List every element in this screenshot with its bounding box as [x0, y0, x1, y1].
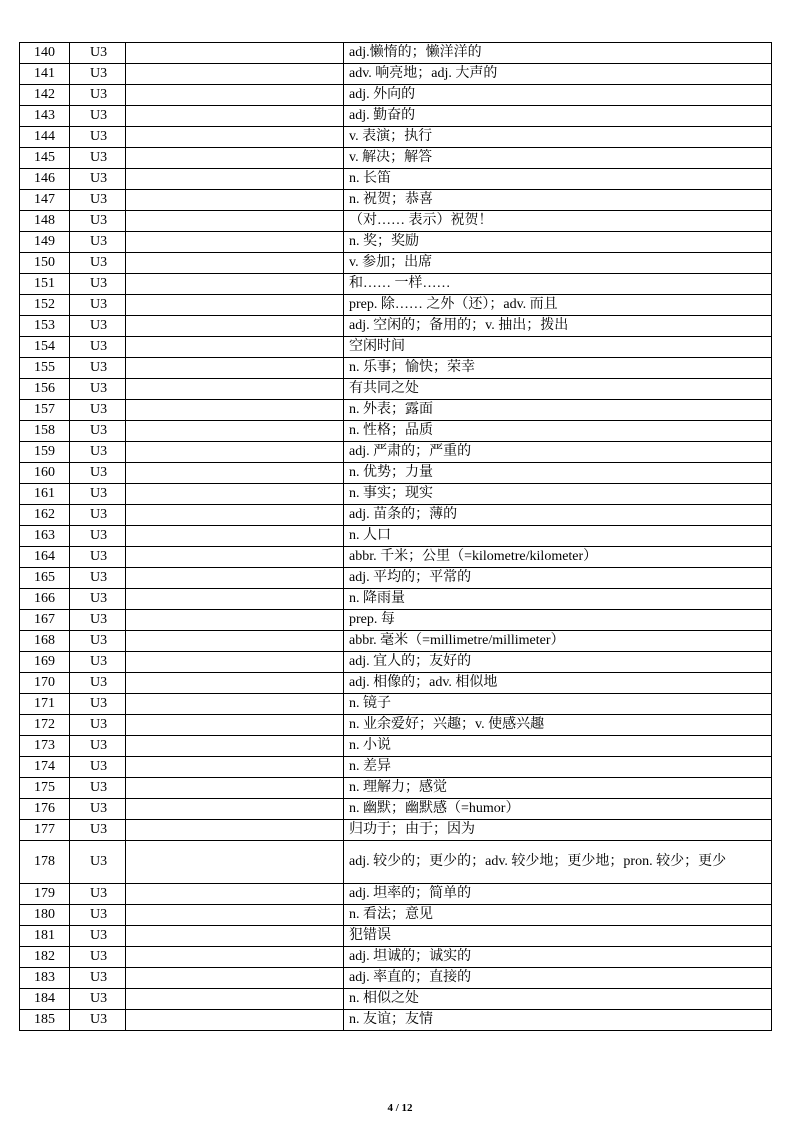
row-number-cell: 157: [20, 400, 70, 421]
word-cell: [126, 442, 344, 463]
word-cell: [126, 358, 344, 379]
table-row: [20, 64, 772, 85]
table-row: [20, 295, 772, 316]
word-cell: [126, 799, 344, 820]
word-cell: [126, 463, 344, 484]
table-row: [20, 968, 772, 989]
row-number-cell: 182: [20, 947, 70, 968]
meaning-cell: adj. 严肃的；严重的: [344, 442, 772, 463]
table-row: [20, 211, 772, 232]
row-number-cell: 148: [20, 211, 70, 232]
meaning-cell: 和…… 一样……: [344, 274, 772, 295]
row-number-cell: 178: [20, 841, 70, 884]
table-row: [20, 673, 772, 694]
meaning-cell: adj. 平均的；平常的: [344, 568, 772, 589]
table-row: [20, 715, 772, 736]
row-number-cell: 160: [20, 463, 70, 484]
vocabulary-table: [19, 42, 772, 1031]
meaning-cell: n. 外表；露面: [344, 400, 772, 421]
row-number-cell: 162: [20, 505, 70, 526]
meaning-cell: （对…… 表示）祝贺！: [344, 211, 772, 232]
row-number-cell: 153: [20, 316, 70, 337]
word-cell: [126, 884, 344, 905]
row-number-cell: 144: [20, 127, 70, 148]
word-cell: [126, 295, 344, 316]
unit-cell: U3: [70, 85, 126, 106]
row-number-cell: 149: [20, 232, 70, 253]
unit-cell: U3: [70, 169, 126, 190]
unit-cell: U3: [70, 526, 126, 547]
meaning-cell: 归功于；由于；因为: [344, 820, 772, 841]
word-cell: [126, 253, 344, 274]
row-number-cell: 176: [20, 799, 70, 820]
meaning-cell: n. 降雨量: [344, 589, 772, 610]
row-number-cell: 173: [20, 736, 70, 757]
word-cell: [126, 148, 344, 169]
row-number-cell: 152: [20, 295, 70, 316]
word-cell: [126, 64, 344, 85]
word-cell: [126, 169, 344, 190]
unit-cell: U3: [70, 631, 126, 652]
table-row: [20, 43, 772, 64]
row-number-cell: 169: [20, 652, 70, 673]
unit-cell: U3: [70, 232, 126, 253]
table-row: [20, 926, 772, 947]
unit-cell: U3: [70, 884, 126, 905]
table-row: [20, 169, 772, 190]
unit-cell: U3: [70, 905, 126, 926]
row-number-cell: 171: [20, 694, 70, 715]
table-row: [20, 820, 772, 841]
meaning-cell: n. 性格；品质: [344, 421, 772, 442]
table-row: [20, 85, 772, 106]
table-row: [20, 547, 772, 568]
unit-cell: U3: [70, 148, 126, 169]
meaning-cell: n. 人口: [344, 526, 772, 547]
unit-cell: U3: [70, 673, 126, 694]
meaning-cell: n. 小说: [344, 736, 772, 757]
table-row: [20, 337, 772, 358]
row-number-cell: 174: [20, 757, 70, 778]
unit-cell: U3: [70, 547, 126, 568]
row-number-cell: 147: [20, 190, 70, 211]
unit-cell: U3: [70, 947, 126, 968]
unit-cell: U3: [70, 799, 126, 820]
word-cell: [126, 316, 344, 337]
row-number-cell: 168: [20, 631, 70, 652]
meaning-cell: adj. 外向的: [344, 85, 772, 106]
meaning-cell: 犯错误: [344, 926, 772, 947]
meaning-cell: n. 祝贺；恭喜: [344, 190, 772, 211]
table-row: [20, 757, 772, 778]
unit-cell: U3: [70, 400, 126, 421]
unit-cell: U3: [70, 316, 126, 337]
row-number-cell: 159: [20, 442, 70, 463]
word-cell: [126, 232, 344, 253]
row-number-cell: 185: [20, 1010, 70, 1031]
table-row: [20, 694, 772, 715]
meaning-cell: v. 参加；出席: [344, 253, 772, 274]
meaning-cell: v. 解决；解答: [344, 148, 772, 169]
meaning-cell: adj. 勤奋的: [344, 106, 772, 127]
row-number-cell: 165: [20, 568, 70, 589]
meaning-cell: n. 相似之处: [344, 989, 772, 1010]
word-cell: [126, 547, 344, 568]
word-cell: [126, 694, 344, 715]
row-number-cell: 143: [20, 106, 70, 127]
word-cell: [126, 820, 344, 841]
word-cell: [126, 127, 344, 148]
unit-cell: U3: [70, 295, 126, 316]
meaning-cell: abbr. 千米；公里（=kilometre/kilometer）: [344, 547, 772, 568]
word-cell: [126, 757, 344, 778]
word-cell: [126, 631, 344, 652]
unit-cell: U3: [70, 274, 126, 295]
unit-cell: U3: [70, 989, 126, 1010]
row-number-cell: 163: [20, 526, 70, 547]
table-row: [20, 442, 772, 463]
row-number-cell: 175: [20, 778, 70, 799]
page-number: 4 / 12: [387, 1102, 413, 1114]
row-number-cell: 150: [20, 253, 70, 274]
table-row: [20, 610, 772, 631]
unit-cell: U3: [70, 926, 126, 947]
row-number-cell: 183: [20, 968, 70, 989]
unit-cell: U3: [70, 694, 126, 715]
unit-cell: U3: [70, 715, 126, 736]
row-number-cell: 164: [20, 547, 70, 568]
table-row: [20, 379, 772, 400]
row-number-cell: 142: [20, 85, 70, 106]
meaning-cell: prep. 每: [344, 610, 772, 631]
meaning-cell: adj. 宜人的；友好的: [344, 652, 772, 673]
meaning-cell: n. 看法；意见: [344, 905, 772, 926]
meaning-cell: adj. 苗条的；薄的: [344, 505, 772, 526]
table-row: [20, 631, 772, 652]
word-cell: [126, 190, 344, 211]
unit-cell: U3: [70, 379, 126, 400]
word-cell: [126, 589, 344, 610]
row-number-cell: 156: [20, 379, 70, 400]
meaning-cell: 有共同之处: [344, 379, 772, 400]
row-number-cell: 180: [20, 905, 70, 926]
unit-cell: U3: [70, 43, 126, 64]
unit-cell: U3: [70, 211, 126, 232]
table-row: [20, 253, 772, 274]
table-row: [20, 799, 772, 820]
row-number-cell: 166: [20, 589, 70, 610]
row-number-cell: 179: [20, 884, 70, 905]
row-number-cell: 172: [20, 715, 70, 736]
table-row: [20, 778, 772, 799]
word-cell: [126, 673, 344, 694]
row-number-cell: 155: [20, 358, 70, 379]
word-cell: [126, 652, 344, 673]
unit-cell: U3: [70, 463, 126, 484]
row-number-cell: 141: [20, 64, 70, 85]
meaning-cell: adj.懒惰的；懒洋洋的: [344, 43, 772, 64]
unit-cell: U3: [70, 127, 126, 148]
unit-cell: U3: [70, 505, 126, 526]
meaning-cell: n. 优势；力量: [344, 463, 772, 484]
row-number-cell: 140: [20, 43, 70, 64]
table-row: [20, 505, 772, 526]
word-cell: [126, 715, 344, 736]
table-row: [20, 148, 772, 169]
row-number-cell: 181: [20, 926, 70, 947]
meaning-cell: 空闲时间: [344, 337, 772, 358]
word-cell: [126, 568, 344, 589]
unit-cell: U3: [70, 968, 126, 989]
table-row: [20, 652, 772, 673]
meaning-cell: n. 友谊；友情: [344, 1010, 772, 1031]
meaning-cell: n. 幽默；幽默感（=humor）: [344, 799, 772, 820]
word-cell: [126, 421, 344, 442]
unit-cell: U3: [70, 652, 126, 673]
meaning-cell: adj. 相像的；adv. 相似地: [344, 673, 772, 694]
unit-cell: U3: [70, 778, 126, 799]
row-number-cell: 167: [20, 610, 70, 631]
word-cell: [126, 43, 344, 64]
table-row: [20, 841, 772, 884]
unit-cell: U3: [70, 484, 126, 505]
meaning-cell: adj. 坦率的；简单的: [344, 884, 772, 905]
meaning-cell: n. 业余爱好；兴趣；v. 使感兴趣: [344, 715, 772, 736]
table-row: [20, 421, 772, 442]
table-row: [20, 400, 772, 421]
unit-cell: U3: [70, 589, 126, 610]
unit-cell: U3: [70, 757, 126, 778]
meaning-cell: adj. 较少的；更少的；adv. 较少地；更少地；pron. 较少；更少: [344, 841, 772, 884]
word-cell: [126, 106, 344, 127]
row-number-cell: 161: [20, 484, 70, 505]
row-number-cell: 145: [20, 148, 70, 169]
word-cell: [126, 85, 344, 106]
table-row: [20, 106, 772, 127]
table-row: [20, 736, 772, 757]
table-row: [20, 484, 772, 505]
meaning-cell: prep. 除…… 之外（还）；adv. 而且: [344, 295, 772, 316]
word-cell: [126, 400, 344, 421]
unit-cell: U3: [70, 253, 126, 274]
word-cell: [126, 526, 344, 547]
unit-cell: U3: [70, 736, 126, 757]
word-cell: [126, 947, 344, 968]
table-row: [20, 589, 772, 610]
table-row: [20, 905, 772, 926]
table-row: [20, 463, 772, 484]
table-row: [20, 568, 772, 589]
table-row: [20, 358, 772, 379]
row-number-cell: 170: [20, 673, 70, 694]
meaning-cell: n. 理解力；感觉: [344, 778, 772, 799]
table-row: [20, 1010, 772, 1031]
word-cell: [126, 841, 344, 884]
meaning-cell: n. 镜子: [344, 694, 772, 715]
word-cell: [126, 211, 344, 232]
unit-cell: U3: [70, 106, 126, 127]
table-row: [20, 232, 772, 253]
meaning-cell: adj. 坦诚的；诚实的: [344, 947, 772, 968]
unit-cell: U3: [70, 337, 126, 358]
unit-cell: U3: [70, 358, 126, 379]
word-cell: [126, 274, 344, 295]
table-row: [20, 316, 772, 337]
row-number-cell: 177: [20, 820, 70, 841]
unit-cell: U3: [70, 610, 126, 631]
unit-cell: U3: [70, 190, 126, 211]
row-number-cell: 154: [20, 337, 70, 358]
word-cell: [126, 905, 344, 926]
row-number-cell: 184: [20, 989, 70, 1010]
word-cell: [126, 484, 344, 505]
word-cell: [126, 968, 344, 989]
table-row: [20, 989, 772, 1010]
unit-cell: U3: [70, 1010, 126, 1031]
meaning-cell: v. 表演；执行: [344, 127, 772, 148]
table-row: [20, 274, 772, 295]
row-number-cell: 158: [20, 421, 70, 442]
vocabulary-table-body: [20, 43, 772, 1031]
meaning-cell: n. 乐事；愉快；荣幸: [344, 358, 772, 379]
meaning-cell: n. 事实；现实: [344, 484, 772, 505]
table-row: [20, 127, 772, 148]
table-row: [20, 884, 772, 905]
unit-cell: U3: [70, 64, 126, 85]
word-cell: [126, 337, 344, 358]
row-number-cell: 146: [20, 169, 70, 190]
meaning-cell: adv. 响亮地；adj. 大声的: [344, 64, 772, 85]
meaning-cell: n. 差异: [344, 757, 772, 778]
table-row: [20, 947, 772, 968]
word-cell: [126, 379, 344, 400]
word-cell: [126, 778, 344, 799]
meaning-cell: n. 奖；奖励: [344, 232, 772, 253]
word-cell: [126, 505, 344, 526]
meaning-cell: adj. 空闲的；备用的；v. 抽出；拨出: [344, 316, 772, 337]
meaning-cell: abbr. 毫米（=millimetre/millimeter）: [344, 631, 772, 652]
word-cell: [126, 610, 344, 631]
unit-cell: U3: [70, 841, 126, 884]
word-cell: [126, 1010, 344, 1031]
meaning-cell: adj. 率直的；直接的: [344, 968, 772, 989]
table-row: [20, 526, 772, 547]
meaning-cell: n. 长笛: [344, 169, 772, 190]
word-cell: [126, 926, 344, 947]
unit-cell: U3: [70, 442, 126, 463]
row-number-cell: 151: [20, 274, 70, 295]
unit-cell: U3: [70, 568, 126, 589]
unit-cell: U3: [70, 421, 126, 442]
word-cell: [126, 989, 344, 1010]
word-cell: [126, 736, 344, 757]
table-row: [20, 190, 772, 211]
unit-cell: U3: [70, 820, 126, 841]
